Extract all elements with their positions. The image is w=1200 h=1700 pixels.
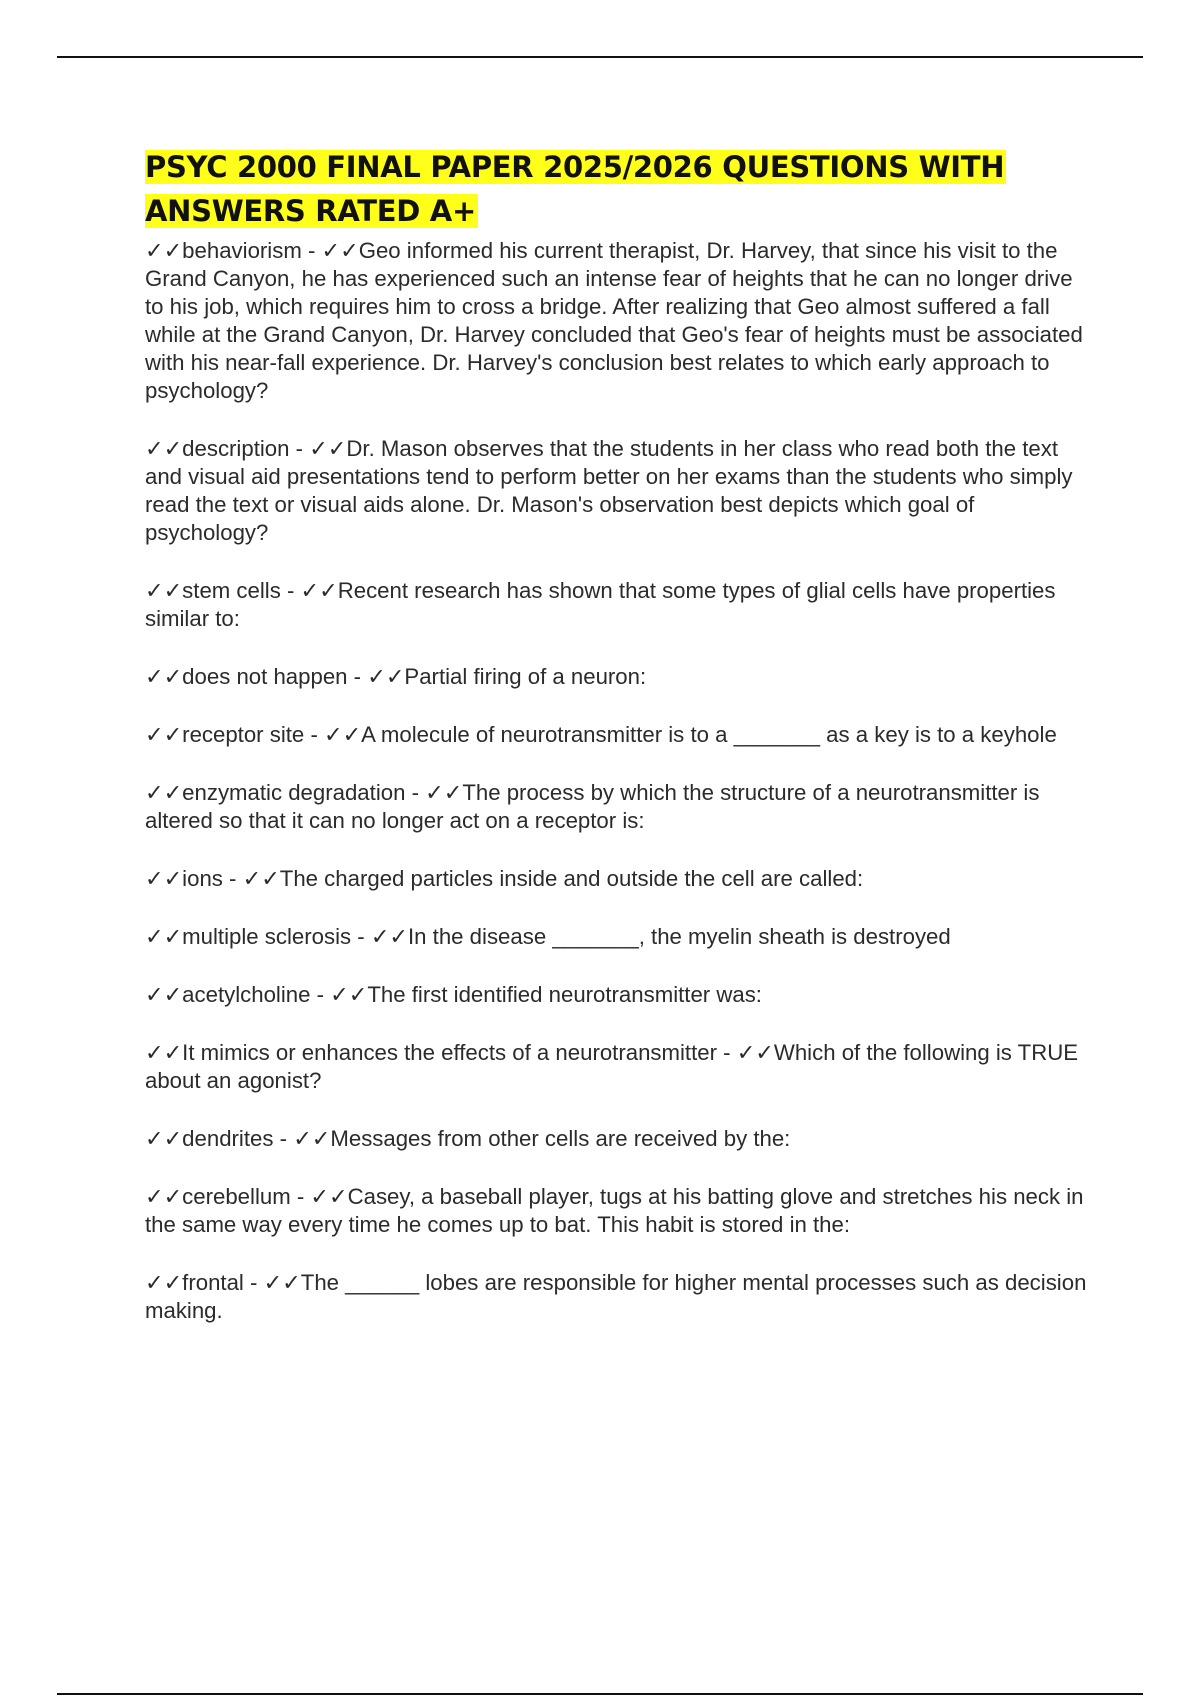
question-text: ✓✓Geo informed his current therapist, Dr. Harvey, that since his visit to the Grand Canyon, he has experienced such an intense fear of heights that he can no longer drive to his job, which requires him to cross a bridge. After realizing that Geo almost suffered a fall while at the Grand Canyon, Dr. Harvey concluded that Geo's fear of heights must be associated with his near-fall experience. Dr. Harvey's conclusion best relates to which early approach to psychology? <box>145 238 1083 403</box>
qa-item <box>145 1039 1090 1095</box>
answer-text: ✓✓ions <box>145 866 223 891</box>
qa-list <box>145 237 1090 1325</box>
qa-item <box>145 981 1090 1009</box>
answer-text: ✓✓receptor site <box>145 722 305 747</box>
qa-item <box>145 577 1090 633</box>
document-body <box>145 145 1090 1355</box>
answer-separator: - <box>351 924 371 949</box>
bottom-rule <box>57 1693 1143 1695</box>
answer-separator: - <box>716 1040 737 1065</box>
answer-text: ✓✓enzymatic degradation <box>145 780 406 805</box>
answer-text: ✓✓It mimics or enhances the effects of a neurotransmitter <box>145 1040 717 1065</box>
qa-item <box>145 1125 1090 1153</box>
answer-separator: - <box>280 578 301 603</box>
qa-item <box>145 1269 1090 1325</box>
question-text: ✓✓Casey, a baseball player, tugs at his batting glove and stretches his neck in the same way every time he comes up to bat. This habit is stored in the: <box>145 1184 1084 1237</box>
answer-text: ✓✓frontal <box>145 1270 244 1295</box>
qa-item <box>145 865 1090 893</box>
answer-text: ✓✓multiple sclerosis <box>145 924 352 949</box>
question-text: ✓✓In the disease _______, the myelin sheath is destroyed <box>370 924 951 949</box>
top-rule <box>57 56 1143 58</box>
qa-item <box>145 435 1090 547</box>
question-text: ✓✓The ______ lobes are responsible for higher mental processes such as decision making. <box>145 1270 1087 1323</box>
answer-separator: - <box>273 1126 294 1151</box>
qa-item <box>145 779 1090 835</box>
answer-text: ✓✓acetylcholine <box>145 982 311 1007</box>
answer-text: ✓✓stem cells <box>145 578 281 603</box>
question-text: ✓✓The charged particles inside and outside the cell are called: <box>242 866 864 891</box>
question-text: ✓✓Dr. Mason observes that the students in her class who read both the text and visual aid presentations tend to perform better on her exams than the students who simply read the text or visual aids alone. Dr. Mason's observation best depicts which goal of psychology? <box>145 436 1073 545</box>
question-text: ✓✓The process by which the structure of a neurotransmitter is altered so that it can no longer act on a receptor is: <box>145 780 1040 833</box>
question-text: ✓✓Messages from other cells are received by the: <box>293 1126 791 1151</box>
title-highlight: PSYC 2000 FINAL PAPER 2025/2026 QUESTIONS WITH ANSWERS RATED A+ <box>145 150 1005 228</box>
answer-separator: - <box>310 982 331 1007</box>
answer-text: ✓✓dendrites <box>145 1126 274 1151</box>
answer-text: ✓✓description <box>145 436 290 461</box>
answer-separator: - <box>222 866 243 891</box>
answer-separator: - <box>289 436 310 461</box>
question-text: ✓✓Recent research has shown that some types of glial cells have properties similar to: <box>145 578 1056 631</box>
qa-item <box>145 663 1090 691</box>
question-text: ✓✓The first identified neurotransmitter was: <box>330 982 762 1007</box>
answer-separator: - <box>243 1270 264 1295</box>
answer-separator: - <box>405 780 426 805</box>
qa-item <box>145 923 1090 951</box>
question-text: ✓✓Partial firing of a neuron: <box>367 664 647 689</box>
qa-item <box>145 1183 1090 1239</box>
answer-separator: - <box>304 722 324 747</box>
answer-separator: - <box>347 664 368 689</box>
answer-separator: - <box>290 1184 311 1209</box>
qa-item <box>145 721 1090 749</box>
qa-item <box>145 237 1090 405</box>
document-title <box>145 145 1090 233</box>
answer-text: ✓✓behaviorism <box>145 238 302 263</box>
question-text: ✓✓Which of the following is TRUE about an agonist? <box>145 1040 1079 1093</box>
answer-text: ✓✓does not happen <box>145 664 348 689</box>
answer-separator: - <box>301 238 322 263</box>
answer-text: ✓✓cerebellum <box>145 1184 291 1209</box>
question-text: ✓✓A molecule of neurotransmitter is to a _______ as a key is to a keyhole <box>324 722 1057 747</box>
